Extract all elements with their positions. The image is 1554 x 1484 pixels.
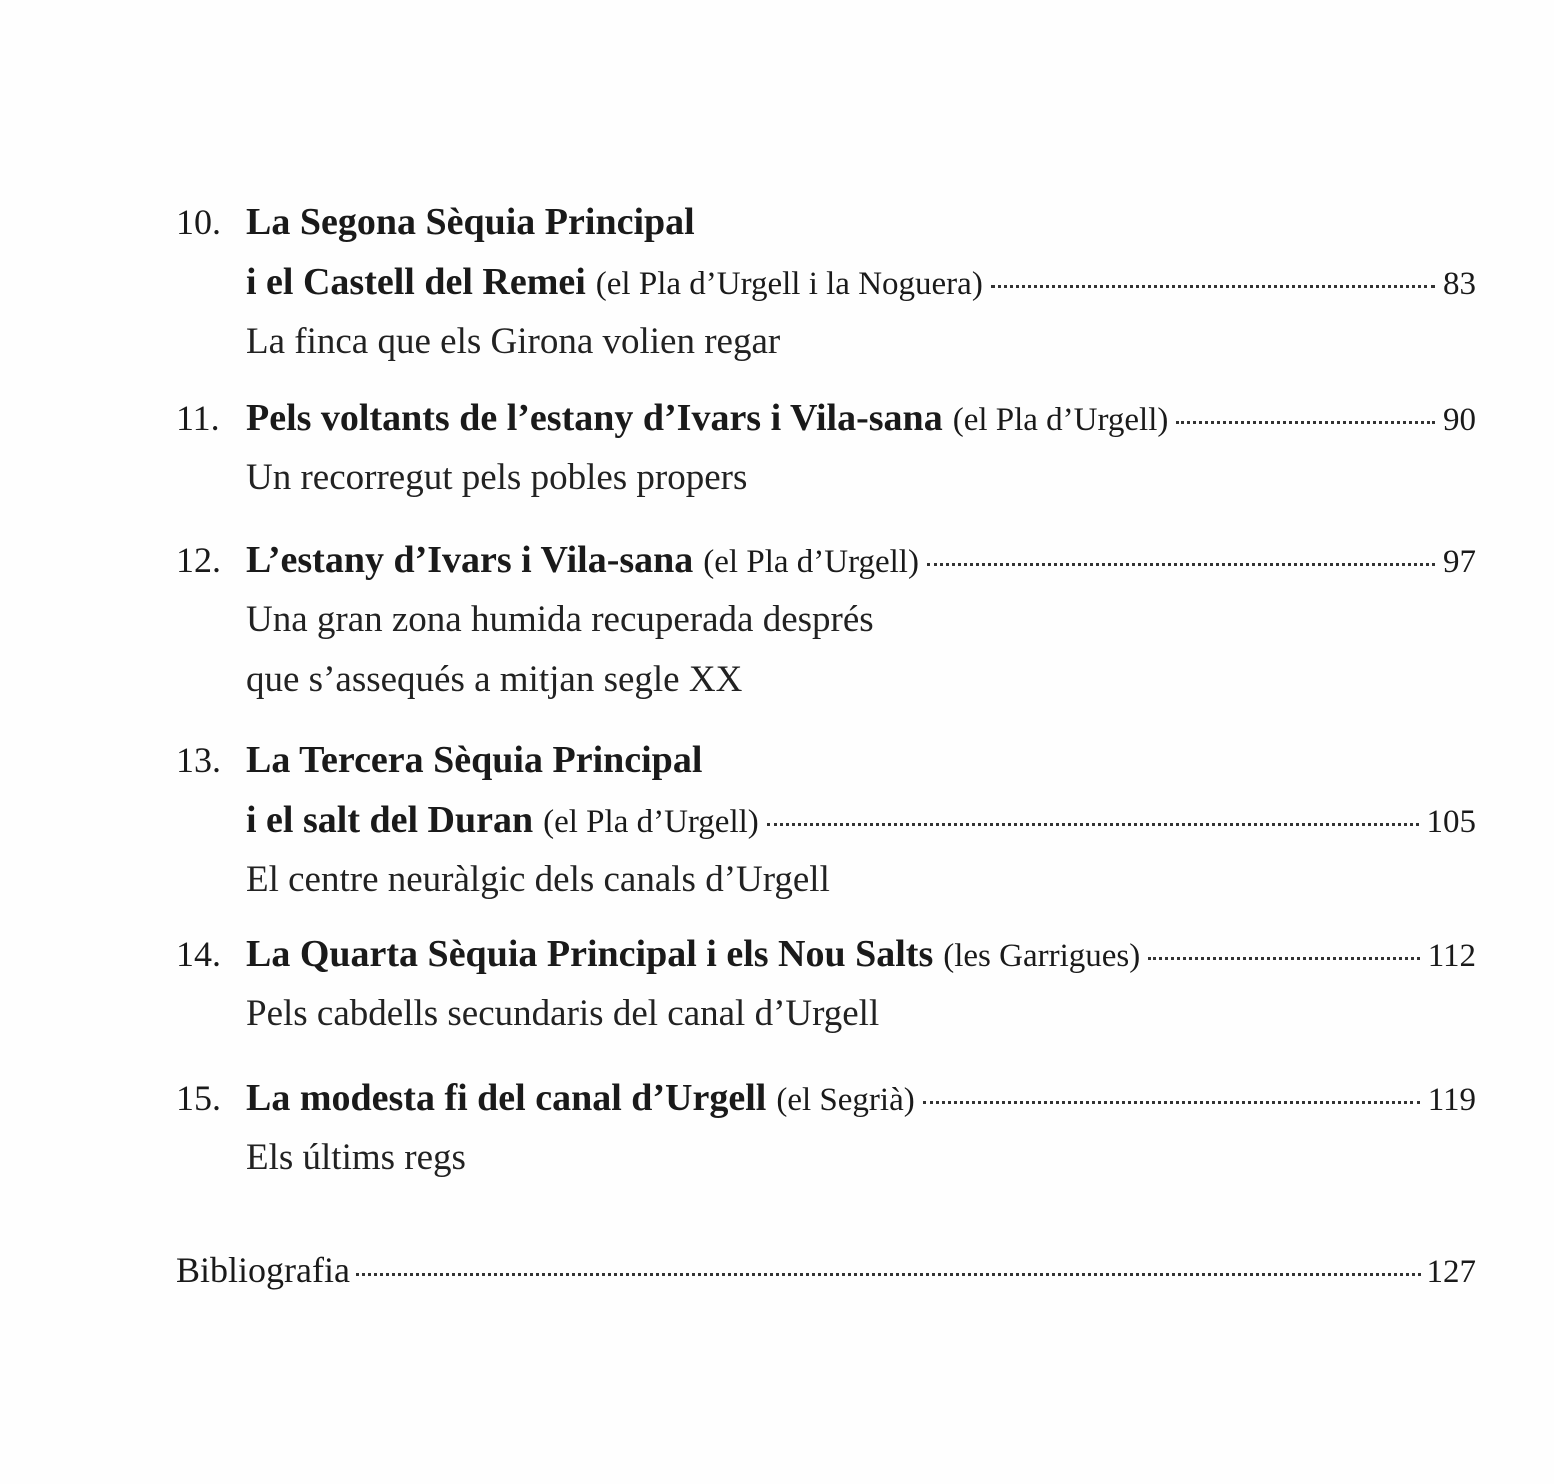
entry-title-line — [176, 730, 1476, 790]
entry-region: (el Segrià) — [776, 1082, 915, 1118]
entry-title: i el salt del Duran — [246, 799, 534, 841]
entry-page-number: 112 — [1427, 938, 1476, 974]
entry-subtitle-line — [176, 650, 1476, 710]
entry-subtitle-line — [176, 312, 1476, 372]
bibliography-label: Bibliografia — [176, 1250, 350, 1290]
entry-number: 10. — [176, 202, 221, 242]
entry-subtitle-line — [176, 590, 1476, 650]
toc-entry-13[interactable] — [176, 730, 1476, 910]
entry-subtitle-line — [176, 984, 1476, 1044]
entry-page-number: 90 — [1443, 402, 1476, 438]
entry-page-number: 119 — [1427, 1082, 1476, 1118]
entry-title: Pels voltants de l’estany d’Ivars i Vila-sana — [246, 397, 943, 439]
entry-number: 14. — [176, 934, 221, 974]
entry-subtitle: Una gran zona humida recuperada després — [246, 599, 874, 640]
entry-region: (el Pla d’Urgell) — [703, 544, 919, 580]
entry-page-number: 97 — [1443, 544, 1476, 580]
entry-number: 15. — [176, 1078, 221, 1118]
toc-entry-bibliography[interactable] — [176, 1240, 1476, 1300]
toc-entry-12[interactable] — [176, 530, 1476, 710]
entry-number: 11. — [176, 398, 220, 438]
entry-title: La Segona Sèquia Principal — [246, 201, 695, 243]
entry-title-line — [176, 790, 1476, 850]
dot-leader — [1148, 957, 1419, 960]
dot-leader — [767, 823, 1419, 826]
entry-region: (el Pla d’Urgell i la Noguera) — [595, 266, 983, 302]
entry-number: 12. — [176, 540, 221, 580]
entry-title-line — [176, 530, 1476, 590]
entry-title-line — [176, 924, 1476, 984]
entry-subtitle: Un recorregut pels pobles propers — [246, 457, 748, 498]
dot-leader — [923, 1101, 1420, 1104]
entry-title: L’estany d’Ivars i Vila-sana — [246, 539, 694, 581]
entry-title-line — [176, 388, 1476, 448]
dot-leader — [1176, 421, 1435, 424]
entry-region: (el Pla d’Urgell) — [952, 402, 1169, 438]
toc-entry-10[interactable] — [176, 192, 1476, 372]
dot-leader — [991, 285, 1435, 288]
entry-title: i el Castell del Remei — [246, 261, 586, 303]
entry-subtitle-line — [176, 448, 1476, 508]
entry-page-number: 83 — [1443, 266, 1476, 302]
entry-subtitle-line — [176, 850, 1476, 910]
entry-subtitle: El centre neuràlgic dels canals d’Urgell — [246, 859, 830, 900]
entry-title: La Tercera Sèquia Principal — [246, 739, 703, 781]
entry-subtitle: Pels cabdells secundaris del canal d’Urgell — [246, 993, 880, 1034]
dot-leader — [356, 1273, 1421, 1276]
entry-title-line — [176, 1068, 1476, 1128]
entry-region: (el Pla d’Urgell) — [543, 804, 759, 840]
toc-entry-11[interactable] — [176, 388, 1476, 508]
dot-leader — [927, 563, 1435, 566]
entry-subtitle: Els últims regs — [246, 1137, 466, 1178]
entry-page-number: 105 — [1426, 804, 1476, 840]
toc-entry-15[interactable] — [176, 1068, 1476, 1188]
entry-title-line — [176, 252, 1476, 312]
entry-subtitle-line — [176, 1128, 1476, 1188]
entry-region: (les Garrigues) — [943, 938, 1141, 974]
entry-number: 13. — [176, 740, 221, 780]
toc-entry-14[interactable] — [176, 924, 1476, 1044]
entry-title: La Quarta Sèquia Principal i els Nou Salts — [246, 933, 934, 975]
entry-title-line — [176, 192, 1476, 252]
entry-title: La modesta fi del canal d’Urgell — [246, 1077, 767, 1119]
entry-subtitle: La finca que els Girona volien regar — [246, 321, 781, 362]
bibliography-page-number: 127 — [1426, 1254, 1476, 1290]
entry-subtitle: que s’assequés a mitjan segle XX — [246, 659, 743, 700]
